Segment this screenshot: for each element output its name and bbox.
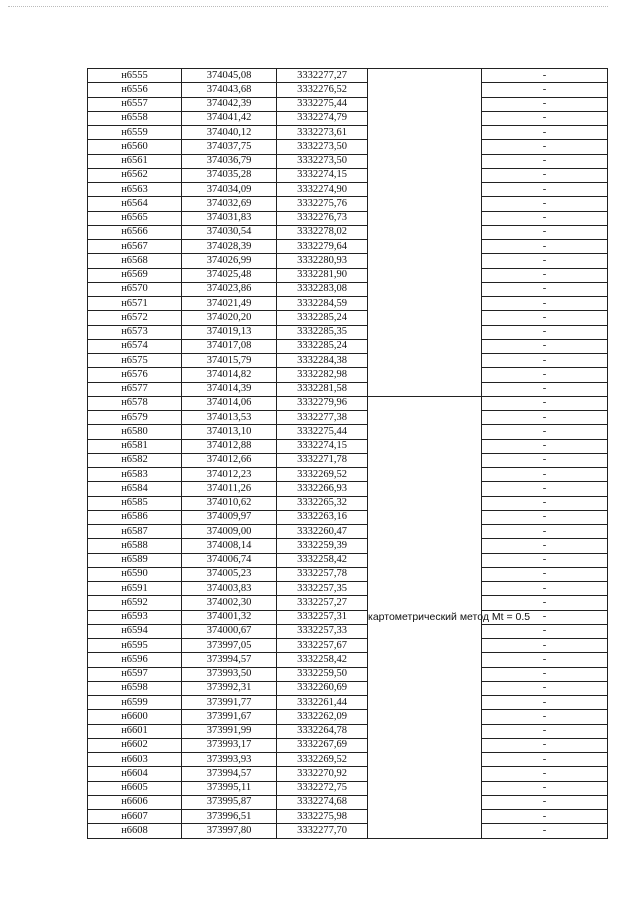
y-coordinate-cell: 3332278,02 [277,225,368,239]
accuracy-value-cell: - [482,126,608,140]
table-row [88,111,608,125]
table-row [88,453,608,467]
y-coordinate-cell: 3332271,78 [277,453,368,467]
table-row [88,225,608,239]
point-id-cell: н6608 [88,824,182,838]
x-coordinate-cell: 374031,83 [182,211,277,225]
point-id-cell: н6556 [88,83,182,97]
point-id-cell: н6591 [88,582,182,596]
table-row [88,268,608,282]
accuracy-value-cell: - [482,325,608,339]
accuracy-value-cell: - [482,240,608,254]
x-coordinate-cell: 373995,11 [182,781,277,795]
table-row [88,496,608,510]
accuracy-value-cell: - [482,183,608,197]
accuracy-value-cell: - [482,154,608,168]
accuracy-value-cell: - [482,411,608,425]
coordinates-table [87,68,608,839]
x-coordinate-cell: 373995,87 [182,795,277,809]
x-coordinate-cell: 373994,57 [182,767,277,781]
table-row [88,311,608,325]
table-row [88,653,608,667]
table-row [88,382,608,396]
y-coordinate-cell: 3332284,38 [277,354,368,368]
accuracy-value-cell: - [482,753,608,767]
accuracy-value-cell: - [482,738,608,752]
table-row [88,325,608,339]
y-coordinate-cell: 3332274,15 [277,439,368,453]
accuracy-value-cell: - [482,69,608,83]
x-coordinate-cell: 374015,79 [182,354,277,368]
y-coordinate-cell: 3332275,98 [277,810,368,824]
accuracy-value-cell: - [482,197,608,211]
accuracy-value-cell: - [482,553,608,567]
point-id-cell: н6570 [88,282,182,296]
x-coordinate-cell: 374040,12 [182,126,277,140]
accuracy-value-cell: - [482,653,608,667]
table-row [88,696,608,710]
point-id-cell: н6580 [88,425,182,439]
x-coordinate-cell: 374014,39 [182,382,277,396]
y-coordinate-cell: 3332275,44 [277,425,368,439]
accuracy-value-cell: - [482,639,608,653]
accuracy-value-cell: - [482,282,608,296]
accuracy-value-cell: - [482,582,608,596]
point-id-cell: н6592 [88,596,182,610]
y-coordinate-cell: 3332257,78 [277,567,368,581]
point-id-cell: н6555 [88,69,182,83]
x-coordinate-cell: 374008,14 [182,539,277,553]
y-coordinate-cell: 3332260,47 [277,525,368,539]
x-coordinate-cell: 374012,23 [182,468,277,482]
y-coordinate-cell: 3332257,33 [277,624,368,638]
table-row [88,767,608,781]
y-coordinate-cell: 3332272,75 [277,781,368,795]
accuracy-value-cell: - [482,396,608,410]
point-id-cell: н6593 [88,610,182,624]
point-id-cell: н6594 [88,624,182,638]
point-id-cell: н6586 [88,510,182,524]
y-coordinate-cell: 3332261,44 [277,696,368,710]
y-coordinate-cell: 3332284,59 [277,297,368,311]
x-coordinate-cell: 374020,20 [182,311,277,325]
point-id-cell: н6584 [88,482,182,496]
accuracy-value-cell: - [482,681,608,695]
table-row [88,439,608,453]
point-id-cell: н6557 [88,97,182,111]
y-coordinate-cell: 3332277,27 [277,69,368,83]
accuracy-value-cell: - [482,624,608,638]
table-row [88,368,608,382]
accuracy-value-cell: - [482,781,608,795]
accuracy-value-cell: - [482,354,608,368]
y-coordinate-cell: 3332258,42 [277,553,368,567]
point-id-cell: н6600 [88,710,182,724]
accuracy-value-cell: - [482,482,608,496]
accuracy-value-cell: - [482,567,608,581]
table-row [88,69,608,83]
point-id-cell: н6582 [88,453,182,467]
y-coordinate-cell: 3332276,73 [277,211,368,225]
point-id-cell: н6573 [88,325,182,339]
x-coordinate-cell: 373997,80 [182,824,277,838]
accuracy-value-cell: - [482,254,608,268]
table-row [88,254,608,268]
y-coordinate-cell: 3332262,09 [277,710,368,724]
x-coordinate-cell: 374032,69 [182,197,277,211]
x-coordinate-cell: 374013,10 [182,425,277,439]
table-row [88,596,608,610]
y-coordinate-cell: 3332259,39 [277,539,368,553]
y-coordinate-cell: 3332273,61 [277,126,368,140]
accuracy-value-cell: - [482,382,608,396]
x-coordinate-cell: 373993,93 [182,753,277,767]
point-id-cell: н6577 [88,382,182,396]
y-coordinate-cell: 3332282,98 [277,368,368,382]
x-coordinate-cell: 373992,31 [182,681,277,695]
y-coordinate-cell: 3332260,69 [277,681,368,695]
x-coordinate-cell: 374005,23 [182,567,277,581]
point-id-cell: н6605 [88,781,182,795]
table-row [88,97,608,111]
x-coordinate-cell: 374001,32 [182,610,277,624]
y-coordinate-cell: 3332264,78 [277,724,368,738]
accuracy-value-cell: - [482,496,608,510]
y-coordinate-cell: 3332259,50 [277,667,368,681]
x-coordinate-cell: 374025,48 [182,268,277,282]
scan-header-artifact [8,6,608,7]
table-row [88,510,608,524]
x-coordinate-cell: 374013,53 [182,411,277,425]
x-coordinate-cell: 374035,28 [182,168,277,182]
y-coordinate-cell: 3332257,27 [277,596,368,610]
x-coordinate-cell: 374011,26 [182,482,277,496]
y-coordinate-cell: 3332277,38 [277,411,368,425]
table-row [88,795,608,809]
y-coordinate-cell: 3332275,76 [277,197,368,211]
accuracy-value-cell: - [482,297,608,311]
accuracy-value-cell: - [482,610,608,624]
point-id-cell: н6587 [88,525,182,539]
x-coordinate-cell: 373996,51 [182,810,277,824]
table-row [88,183,608,197]
accuracy-value-cell: - [482,368,608,382]
accuracy-value-cell: - [482,439,608,453]
y-coordinate-cell: 3332275,44 [277,97,368,111]
accuracy-value-cell: - [482,211,608,225]
y-coordinate-cell: 3332280,93 [277,254,368,268]
accuracy-value-cell: - [482,667,608,681]
y-coordinate-cell: 3332265,32 [277,496,368,510]
y-coordinate-cell: 3332266,93 [277,482,368,496]
point-id-cell: н6590 [88,567,182,581]
x-coordinate-cell: 374023,86 [182,282,277,296]
y-coordinate-cell: 3332285,24 [277,311,368,325]
point-id-cell: н6566 [88,225,182,239]
x-coordinate-cell: 373991,99 [182,724,277,738]
point-id-cell: н6576 [88,368,182,382]
table-row [88,624,608,638]
point-id-cell: н6599 [88,696,182,710]
table-row [88,567,608,581]
point-id-cell: н6598 [88,681,182,695]
point-id-cell: н6563 [88,183,182,197]
x-coordinate-cell: 374034,09 [182,183,277,197]
accuracy-value-cell: - [482,724,608,738]
table-row [88,482,608,496]
method-cell: картометрический метод Mt = 0.5 [368,396,482,838]
x-coordinate-cell: 374043,68 [182,83,277,97]
x-coordinate-cell: 374037,75 [182,140,277,154]
point-id-cell: н6588 [88,539,182,553]
y-coordinate-cell: 3332267,69 [277,738,368,752]
x-coordinate-cell: 374014,82 [182,368,277,382]
y-coordinate-cell: 3332269,52 [277,753,368,767]
method-cell-empty [368,69,482,397]
accuracy-value-cell: - [482,710,608,724]
accuracy-value-cell: - [482,539,608,553]
x-coordinate-cell: 374009,97 [182,510,277,524]
point-id-cell: н6568 [88,254,182,268]
accuracy-value-cell: - [482,140,608,154]
table-row [88,525,608,539]
point-id-cell: н6581 [88,439,182,453]
table-row [88,154,608,168]
table-row [88,810,608,824]
point-id-cell: н6585 [88,496,182,510]
x-coordinate-cell: 374030,54 [182,225,277,239]
x-coordinate-cell: 374017,08 [182,339,277,353]
x-coordinate-cell: 374041,42 [182,111,277,125]
table-row [88,582,608,596]
point-id-cell: н6596 [88,653,182,667]
table-row [88,724,608,738]
coordinates-table-body [88,69,608,839]
table-row [88,781,608,795]
table-row [88,411,608,425]
y-coordinate-cell: 3332285,35 [277,325,368,339]
x-coordinate-cell: 374010,62 [182,496,277,510]
point-id-cell: н6603 [88,753,182,767]
point-id-cell: н6579 [88,411,182,425]
y-coordinate-cell: 3332273,50 [277,154,368,168]
table-row [88,282,608,296]
point-id-cell: н6597 [88,667,182,681]
y-coordinate-cell: 3332257,35 [277,582,368,596]
accuracy-value-cell: - [482,168,608,182]
x-coordinate-cell: 373994,57 [182,653,277,667]
accuracy-value-cell: - [482,225,608,239]
table-row [88,197,608,211]
x-coordinate-cell: 374012,66 [182,453,277,467]
x-coordinate-cell: 374019,13 [182,325,277,339]
point-id-cell: н6574 [88,339,182,353]
accuracy-value-cell: - [482,311,608,325]
point-id-cell: н6572 [88,311,182,325]
y-coordinate-cell: 3332281,90 [277,268,368,282]
x-coordinate-cell: 374014,06 [182,396,277,410]
accuracy-value-cell: - [482,525,608,539]
table-row [88,824,608,838]
table-row [88,639,608,653]
y-coordinate-cell: 3332273,50 [277,140,368,154]
x-coordinate-cell: 374009,00 [182,525,277,539]
accuracy-value-cell: - [482,97,608,111]
accuracy-value-cell: - [482,824,608,838]
accuracy-value-cell: - [482,510,608,524]
x-coordinate-cell: 374012,88 [182,439,277,453]
accuracy-value-cell: - [482,83,608,97]
point-id-cell: н6569 [88,268,182,282]
x-coordinate-cell: 374003,83 [182,582,277,596]
accuracy-value-cell: - [482,468,608,482]
table-row [88,140,608,154]
y-coordinate-cell: 3332263,16 [277,510,368,524]
table-row [88,83,608,97]
point-id-cell: н6558 [88,111,182,125]
y-coordinate-cell: 3332283,08 [277,282,368,296]
table-row [88,553,608,567]
table-row [88,396,608,410]
table-row [88,753,608,767]
y-coordinate-cell: 3332285,24 [277,339,368,353]
table-row [88,667,608,681]
table-row [88,738,608,752]
table-row [88,681,608,695]
x-coordinate-cell: 374006,74 [182,553,277,567]
point-id-cell: н6561 [88,154,182,168]
x-coordinate-cell: 374002,30 [182,596,277,610]
point-id-cell: н6602 [88,738,182,752]
point-id-cell: н6564 [88,197,182,211]
y-coordinate-cell: 3332269,52 [277,468,368,482]
y-coordinate-cell: 3332276,52 [277,83,368,97]
y-coordinate-cell: 3332281,58 [277,382,368,396]
x-coordinate-cell: 374045,08 [182,69,277,83]
x-coordinate-cell: 374028,39 [182,240,277,254]
table-row [88,339,608,353]
point-id-cell: н6607 [88,810,182,824]
point-id-cell: н6565 [88,211,182,225]
table-row [88,168,608,182]
point-id-cell: н6559 [88,126,182,140]
point-id-cell: н6578 [88,396,182,410]
y-coordinate-cell: 3332279,96 [277,396,368,410]
table-row [88,240,608,254]
y-coordinate-cell: 3332274,90 [277,183,368,197]
accuracy-value-cell: - [482,596,608,610]
accuracy-value-cell: - [482,810,608,824]
y-coordinate-cell: 3332257,31 [277,610,368,624]
table-row [88,354,608,368]
point-id-cell: н6589 [88,553,182,567]
point-id-cell: н6567 [88,240,182,254]
point-id-cell: н6575 [88,354,182,368]
y-coordinate-cell: 3332258,42 [277,653,368,667]
accuracy-value-cell: - [482,696,608,710]
x-coordinate-cell: 374026,99 [182,254,277,268]
accuracy-value-cell: - [482,795,608,809]
point-id-cell: н6562 [88,168,182,182]
x-coordinate-cell: 374036,79 [182,154,277,168]
x-coordinate-cell: 373997,05 [182,639,277,653]
point-id-cell: н6606 [88,795,182,809]
x-coordinate-cell: 373991,67 [182,710,277,724]
x-coordinate-cell: 374000,67 [182,624,277,638]
accuracy-value-cell: - [482,425,608,439]
table-row [88,211,608,225]
y-coordinate-cell: 3332274,15 [277,168,368,182]
accuracy-value-cell: - [482,111,608,125]
table-row [88,297,608,311]
x-coordinate-cell: 374021,49 [182,297,277,311]
y-coordinate-cell: 3332270,92 [277,767,368,781]
y-coordinate-cell: 3332277,70 [277,824,368,838]
accuracy-value-cell: - [482,339,608,353]
y-coordinate-cell: 3332274,68 [277,795,368,809]
x-coordinate-cell: 373993,50 [182,667,277,681]
accuracy-value-cell: - [482,767,608,781]
x-coordinate-cell: 374042,39 [182,97,277,111]
y-coordinate-cell: 3332279,64 [277,240,368,254]
point-id-cell: н6583 [88,468,182,482]
table-row [88,468,608,482]
point-id-cell: н6571 [88,297,182,311]
y-coordinate-cell: 3332257,67 [277,639,368,653]
table-row [88,539,608,553]
table-row [88,126,608,140]
accuracy-value-cell: - [482,453,608,467]
point-id-cell: н6560 [88,140,182,154]
point-id-cell: н6604 [88,767,182,781]
accuracy-value-cell: - [482,268,608,282]
point-id-cell: н6601 [88,724,182,738]
table-row [88,425,608,439]
x-coordinate-cell: 373991,77 [182,696,277,710]
point-id-cell: н6595 [88,639,182,653]
x-coordinate-cell: 373993,17 [182,738,277,752]
table-row [88,710,608,724]
y-coordinate-cell: 3332274,79 [277,111,368,125]
